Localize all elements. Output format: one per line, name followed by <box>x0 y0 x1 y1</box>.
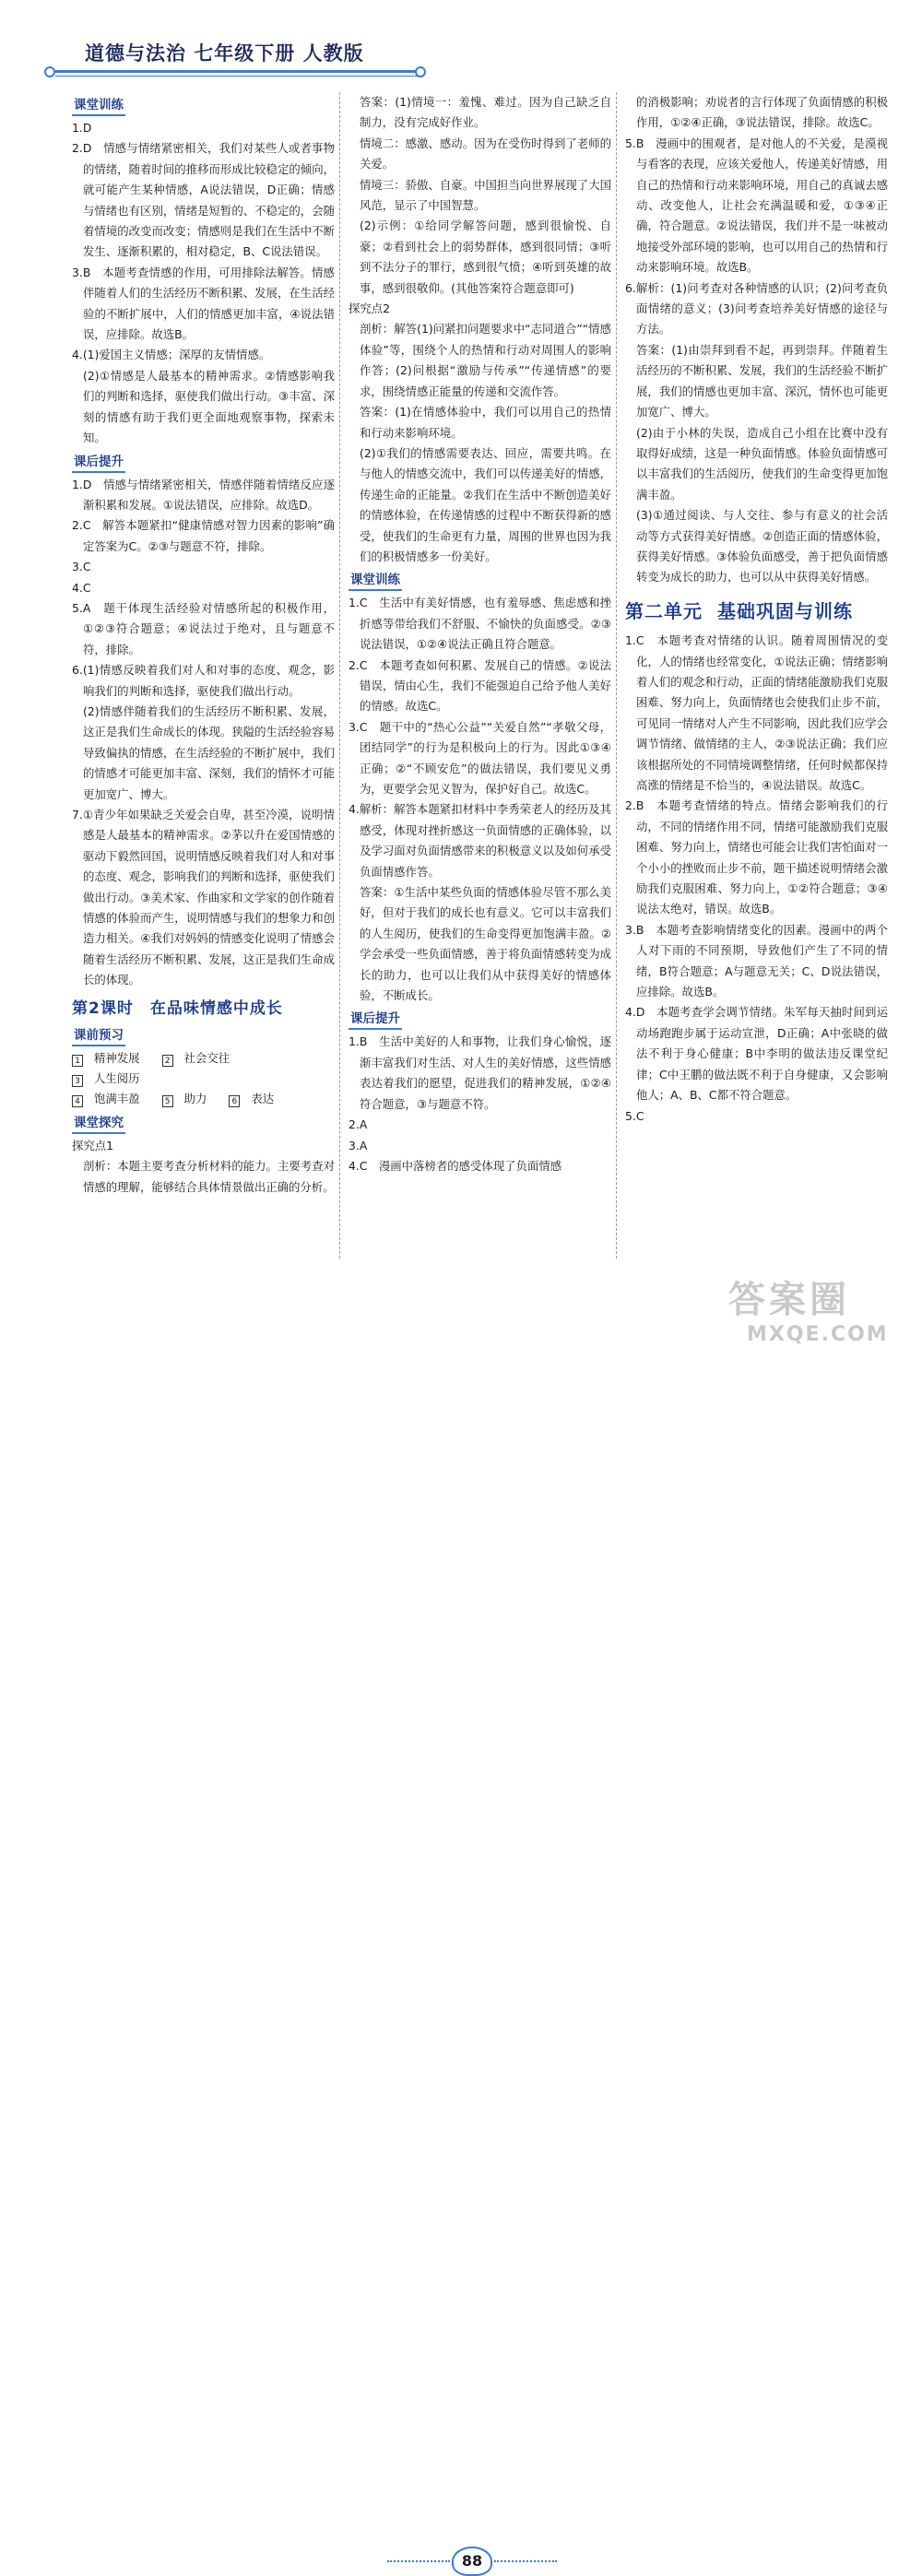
header-circle-icon <box>415 66 426 77</box>
number-box: 1 <box>72 1055 83 1067</box>
answer-item: 3.C <box>72 560 91 574</box>
answer-item: 3.C 题干中的“热心公益”“关爱自然”“孝敬父母，团结同学”的行为是积极向上的行为。因此①③④正确；②“不顾安危”的做法错误，我们要见义勇为，更要学会见义智为，保护好自己。故选C。 <box>349 719 611 796</box>
answer-item: 2.C 本题考查如何积累、发展自己的情感。②说法错误，情由心生，我们不能强迫自己给予他人美好的情感。故选C。 <box>349 657 611 714</box>
answer-item: 1.C 生活中有美好情感，也有羞辱感、焦虑感和挫折感等带给我们不舒服、不愉快的负面感受。②③说法错误，①②④说法正确且符合题意。 <box>349 596 611 652</box>
preview-answers-row <box>72 1048 335 1090</box>
answer-paragraph: 答案：①生活中某些负面的情感体验尽管不那么美好，但对于我们的成长也有意义。它可以丰富我们的人生阅历，使我们的生命变得更加饱满丰盈。②学会承受一些负面情感，善于将负面情感转变为成长的助力，也可以让我们从中获得美好的情感体验，不断成长。 <box>360 885 611 1003</box>
answer-item: 3.A <box>349 1138 368 1152</box>
answer-paragraph: 答案：(1)情境一：羞愧、难过。因为自己缺乏自制力，没有完成好作业。 <box>360 95 611 130</box>
preview-answer <box>162 1048 242 1069</box>
answer-item: 3.B 本题考查影响情绪变化的因素。漫画中的两个人对下雨的不同预期，导致他们产生了不同的情绪，B符合题意；A与题意无关；C、D说法错误，应排除。故选B。 <box>625 922 888 999</box>
preview-answer <box>72 1048 151 1069</box>
answer-item: 2.D 情感与情绪紧密相关，我们对某些人或者事物的情绪，随着时间的推移而形成比较稳定的倾向，就可能产生某种情感，A说法错误，D正确；情感与情绪也有区别，情绪是短暂的、不稳定的，会随着情境的改变而改变；情感则是我们在生活中不断发生、逐渐积累的，相对稳定，B、C说法错误。 <box>72 141 335 259</box>
section-heading-row <box>349 567 611 593</box>
section-heading-row <box>72 92 335 118</box>
answer-paragraph: 答案：(1)由崇拜到看不起，再到崇拜。伴随着生活经历的不断积累、发展，我们的生活经验不断扩展，我们的情感也更加丰富、深沉，情怀也可能更加宽广、博大。 <box>636 342 888 419</box>
answer-paragraph: 剖析：解答(1)问紧扣问题要求中“志同道合”“情感体验”等，围绕个人的热情和行动对周围人的影响作答；(2)问根据“激励与传承”“传递情感”的要求，围绕情感正能量的传递和交流作答。 <box>360 322 611 398</box>
answer-item: 1.D <box>72 121 92 135</box>
header-title: 道德与法治 七年级下册 人教版 <box>85 42 364 65</box>
number-box: 4 <box>72 1095 83 1107</box>
section-heading-row <box>72 1110 335 1136</box>
answer-item: 4.C <box>72 580 91 595</box>
section-heading: 课堂训练 <box>349 571 402 591</box>
answer-text: 饱满丰盈 <box>94 1092 140 1106</box>
watermark-logo <box>728 1277 899 1351</box>
column-divider <box>339 92 340 1258</box>
answer-item: 4.解析：解答本题紧扣材料中李秀荣老人的经历及其感受，体现对挫折感这一负面情感的正确体验，以及学习面对负面情感带来的积极意义以及如何承受负面情感作答。 <box>349 802 611 879</box>
preview-answer <box>162 1089 219 1109</box>
answer-text: 表达 <box>251 1092 275 1106</box>
answer-item: 4.D 本题考查学会调节情绪。朱军每天抽时间到运动场跑跑步属于运动宣泄，D正确；A中张晓的做法不利于身心健康；B中李明的做法违反课堂纪律；C中王鹏的做法既不利于自身健康，又会影响他人；A、B、C都不符合题意。 <box>625 1005 888 1103</box>
answer-item: 3.B 本题考查情感的作用，可用排除法解答。情感伴随着人们的生活经历不断积累、发展，在生活经验的不断扩展中，人们的情感更加丰富，④说法错误，应排除。故选B。 <box>72 265 335 342</box>
answer-item: 2.B 本题考查情绪的特点。情绪会影响我们的行动，不同的情绪作用不同，情绪可能激励我们克服困难、努力向上，情绪也可能会让我们害怕面对一个小小的挫败而止步不前，题干描述说明情绪会激励我们克服困难、努力向上，①②符合题意；③④说法太绝对，错误。故选B。 <box>625 798 888 916</box>
preview-answers-row <box>72 1089 335 1109</box>
answer-item: 6.(1)情感反映着我们对人和对事的态度、观念，影响我们的判断和选择，驱使我们做出行动。 <box>72 663 335 698</box>
header-rule <box>55 70 420 73</box>
section-heading-row <box>72 449 335 475</box>
answer-paragraph: (3)①通过阅读、与人交往、参与有意义的社会活动等方式获得美好情感。②创造正面的情感体验，获得美好情感。③体验负面感受，善于把负面情感转变为成长的助力，也可以从中获得美好情感。 <box>636 508 888 585</box>
unit-title-part: 基础巩固与训练 <box>717 599 853 622</box>
answer-text: 社会交往 <box>183 1050 230 1065</box>
answer-item: 5.C <box>625 1108 644 1123</box>
answer-text: 助力 <box>183 1092 207 1106</box>
section-heading-row <box>349 1006 611 1032</box>
section-heading-row <box>72 1022 335 1048</box>
answer-paragraph: (2)情感伴随着我们的生活经历不断积累、发展，这正是我们生命成长的体现。狭隘的生活经验容易导致偏执的情感，在生活经验的不断扩展中，我们的情感才可能更加丰富、深刻，我们的情怀才可能更加宽广、博大。 <box>83 703 335 801</box>
answer-paragraph: 探究点2 <box>349 301 391 316</box>
answer-paragraph: (2)①情感是人最基本的精神需求。②情感影响我们的判断和选择，驱使我们做出行动。③丰富、深刻的情感有助于我们更全面地观察事物，探索未知。 <box>83 368 335 445</box>
answer-item: 5.B 漫画中的围观者，是对他人的不关爱，是漠视与看客的表现，应该关爱他人，传递美好情感，用自己的热情和行动来影响环境，用自己的真诚去感动、改变他人，让社会充满温暖和爱，①③④正确，符合题意。②说法错误，我们并不是一味被动地接受外部环境的影响，也可以用自己的热情和行动来影响环境。故选B。 <box>625 136 888 275</box>
number-box: 5 <box>162 1095 173 1107</box>
column-divider <box>616 92 617 1258</box>
answer-paragraph: 情境二：感激、感动。因为在受伤时得到了老师的关爱。 <box>360 136 611 171</box>
number-box: 6 <box>229 1095 240 1107</box>
section-heading: 课前预习 <box>72 1026 125 1046</box>
number-box: 3 <box>72 1075 83 1087</box>
watermark-url: MXQE.COM <box>747 1323 889 1346</box>
answer-item: 2.A <box>349 1117 368 1132</box>
preview-answer <box>72 1089 151 1109</box>
watermark-text: 答案圈 <box>728 1279 850 1321</box>
answer-paragraph: 剖析：本题主要考查分析材料的能力。主要考查对情感的理解，能够结合具体情景做出正确的分析。 <box>83 1159 335 1194</box>
answer-item: 7.①青少年如果缺乏关爱会自卑，甚至冷漠，说明情感是人最基本的精神需求。②茅以升在爱国情感的驱动下毅然回国，说明情感反映着我们对人和对事的态度、观念，影响我们的判断和选择，驱使我们做出行动。③美术家、作曲家和文学家的创作随着情感的体验而产生，说明情感与我们的想象力和创造力相关。④我们对妈妈的情感变化说明了情感会随着生活经历不断积累、发展，这正是我们生命成长的体现。 <box>72 808 335 987</box>
answer-paragraph: (2)由于小林的失误，造成自己小组在比赛中没有取得好成绩，这是一种负面情感。体验负面情感可以丰富我们的生活阅历，使我们的生命变得更加饱满丰盈。 <box>636 425 888 502</box>
column-right <box>625 92 888 1127</box>
answer-item: 1.B 生活中美好的人和事物，让我们身心愉悦，逐渐丰富我们对生活、对人生的美好情感，这些情感表达着我们的愿望，促进我们的精神发展，①②④符合题意，③与题意不符。 <box>349 1034 611 1111</box>
column-left <box>72 92 335 1198</box>
section-heading: 课堂训练 <box>72 96 125 116</box>
answer-paragraph: 的消极影响；劝说者的言行体现了负面情感的积极作用，①②④正确，③说法错误，排除。故选C。 <box>636 95 888 130</box>
unit-title-part: 第二单元 <box>625 599 703 622</box>
answer-paragraph: (2)①我们的情感需要表达、回应，需要共鸣。在与他人的情感交流中，我们可以传递美好的情感，传递生命的正能量。②我们在生活中不断创造美好的情感体验，在传递情感的过程中不断获得新的感受，使我们的生命更有力量，周围的世界也因为我们的积极情感多一份美好。 <box>360 445 611 563</box>
answer-paragraph: 情境三：骄傲、自豪。中国担当向世界展现了大国风范，显示了中国智慧。 <box>360 177 611 213</box>
section-heading: 课后提升 <box>349 1010 402 1030</box>
preview-answer <box>229 1089 285 1109</box>
footer-dots-right <box>494 2560 557 2562</box>
answer-item: 1.C 本题考查对情绪的认识。随着周围情况的变化，人的情绪也经常变化，①说法正确；情绪影响着人们的观念和行动，正面的情绪能激励我们克服困难、努力向上，负面情绪也会使我们止步不前，可见同一情绪对人产生不同影响，因此我们应学会调节情绪、做情绪的主人，②③说法正确；我们应该根据所处的不同情境调整情绪，任何时候都保持高涨的情绪是不恰当的，④说法错误。故选C。 <box>625 633 888 792</box>
header-rule-thin <box>55 76 420 77</box>
page-number: 88 <box>452 2546 492 2576</box>
section-heading: 课后提升 <box>72 453 125 473</box>
unit-title <box>625 601 888 621</box>
answer-text: 精神发展 <box>94 1050 140 1065</box>
answer-item: 2.C 解答本题紧扣“健康情感对智力因素的影响”确定答案为C。②③与题意不符，排除。 <box>72 518 335 553</box>
column-middle <box>349 92 611 1176</box>
answer-item: 4.C 漫画中落榜者的感受体现了负面情感 <box>349 1158 562 1173</box>
page-header <box>0 0 922 88</box>
answer-text: 人生阅历 <box>94 1071 140 1086</box>
answer-item: 5.A 题干体现生活经验对情感所起的积极作用，①②③符合题意；④说法过于绝对，且与题意不符，排除。 <box>72 600 335 656</box>
section-heading: 课堂探究 <box>72 1114 125 1134</box>
answer-paragraph: 答案：(1)在情感体验中，我们可以用自己的热情和行动来影响环境。 <box>360 405 611 440</box>
header-circle-icon <box>44 66 55 77</box>
number-box: 2 <box>162 1055 173 1067</box>
preview-answer <box>72 1069 151 1089</box>
answer-paragraph: (2)示例：①给同学解答问题，感到很愉悦、自豪；②看到社会上的弱势群体，感到很同情；③听到不法分子的罪行，感到很气愤；④听到英雄的故事，感到很敬仰。(其他答案符合题意即可) <box>360 219 611 295</box>
answer-item: 1.D 情感与情绪紧密相关，情感伴随着情绪反应逐渐积累和发展。①说法错误，应排除。故选D。 <box>72 477 335 512</box>
answer-item: 4.(1)爱国主义情感；深厚的友情情感。 <box>72 348 271 362</box>
footer-dots-left <box>387 2560 450 2562</box>
answer-paragraph: 探究点1 <box>72 1138 114 1152</box>
lesson-title: 第2课时 在品味情感中成长 <box>72 998 283 1018</box>
answer-item: 6.解析：(1)问考查对各种情感的认识；(2)问考查负面情绪的意义；(3)问考查培养美好情感的途径与方法。 <box>625 280 888 337</box>
